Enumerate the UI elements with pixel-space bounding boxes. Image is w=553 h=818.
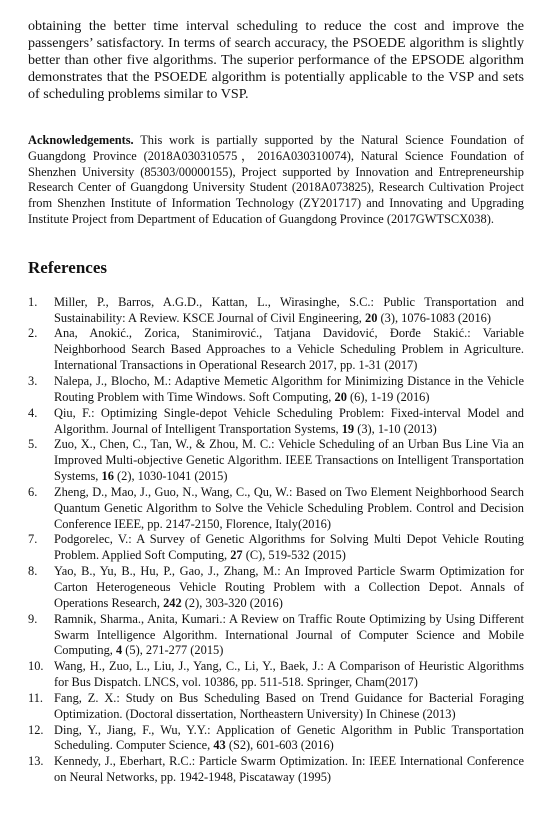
reference-main: Nalepa, J., Blocho, M.: Adaptive Memetic Algorithm for Minimizing Distance in the Vehicle Routing Problem with Time Windows. Soft Computing, [54, 374, 524, 404]
references-heading: References [28, 257, 107, 277]
reference-number: 13. [28, 754, 44, 769]
reference-pages: (6), 1-19 (2016) [346, 389, 430, 404]
acknowledgements-heading: Acknowledgements. [28, 133, 134, 147]
references-list [28, 295, 524, 786]
reference-volume: 20 [365, 310, 378, 325]
reference-item [28, 437, 524, 485]
reference-main: Zuo, X., Chen, C., Tan, W., & Zhou, M. C.: Vehicle Scheduling of an Urban Bus Line Via an Improved Multi-objective Genetic Algorithm. IEEE Transactions on Intelligent Transportation Systems, [54, 437, 524, 484]
reference-main: Ana, Anokić., Zorica, Stanimirović., Tatjana Davidović, Đorđe Stakić.: Variable Neighborhood Search Based Approaches to a Vehicle Scheduling Problem in Agriculture. International Transactions in Operational Research 2017, pp. 1-31 (2017) [54, 326, 524, 373]
reference-main: Yao, B., Yu, B., Hu, P., Gao, J., Zhang, M.: An Improved Particle Swarm Optimization for Carton Heterogeneous Vehicle Routing Problem with a Collection Depot. Annals of Operations Research, [54, 564, 524, 610]
reference-text [54, 612, 524, 660]
reference-number: 7. [28, 532, 38, 547]
reference-main: Qiu, F.: Optimizing Single-depot Vehicle Scheduling Problem: Fixed-interval Model and Algorithm. Journal of Intelligent Transportation Systems, [54, 405, 524, 436]
reference-number: 6. [28, 484, 38, 499]
reference-item [28, 754, 524, 786]
reference-text [54, 691, 524, 723]
reference-number: 2. [28, 326, 38, 341]
reference-text [54, 326, 524, 374]
reference-text [54, 754, 524, 786]
reference-item [28, 374, 524, 406]
reference-pages: (2), 1030-1041 (2015) [113, 469, 228, 484]
acknowledgements-text: This work is partially supported by the Natural Science Foundation of Guangdong Province (2018A030310575，2016A030310074), Natural Science Foundation of Shenzhen University (85303/00000155), Project supported by Innovation and Entrepreneurship Research Center of Guangdong University Student (2018A073825), Research Cultivation Project from Shenzhen Institute of Information Technology (ZY201717) and Innovating and Upgrading Institute Project from Department of Education of Guangdong Province (2017GWTSCX038). [28, 133, 524, 226]
reference-item [28, 295, 524, 327]
reference-main: Podgorelec, V.: A Survey of Genetic Algorithms for Solving Multi Depot Vehicle Routing Problem. Applied Soft Computing, [54, 532, 524, 563]
reference-main: Zheng, D., Mao, J., Guo, N., Wang, C., Qu, W.: Based on Two Element Neighborhood Search Quantum Genetic Algorithm to Solve the Vehicle Scheduling Problem. Control and Decision Conference IEEE, pp. 2147-2150, Florence, Italy(2016) [54, 484, 524, 531]
reference-main: Ding, Y., Jiang, F., Wu, Y.Y.: Application of Genetic Algorithm in Public Transportation Scheduling. Computer Science, [54, 722, 524, 753]
reference-volume: 43 [213, 738, 226, 753]
reference-text [54, 437, 524, 485]
reference-item [28, 326, 524, 374]
reference-item [28, 691, 524, 723]
reference-main: Kennedy, J., Eberhart, R.C.: Particle Swarm Optimization. In: IEEE International Conference on Neural Networks, pp. 1942-1948, Piscataway (1995) [54, 754, 524, 785]
reference-item [28, 659, 524, 691]
reference-text [54, 659, 524, 691]
reference-number: 10. [28, 659, 44, 674]
reference-item [28, 406, 524, 438]
reference-number: 12. [28, 722, 44, 737]
reference-item [28, 532, 524, 564]
reference-volume: 4 [115, 643, 123, 658]
reference-pages: (2), 303-320 (2016) [181, 595, 283, 610]
intro-paragraph: obtaining the better time interval scheduling to reduce the cost and improve the passengers’ satisfactory. In terms of search accuracy, the PSOEDE algorithm is slightly better than other five algorithms. The superior performance of the EPSODE algorithm demonstrates that the PSOEDE algorithm is potentially applicable to the VSP and sets of scheduling problems similar to VSP. [28, 18, 524, 102]
reference-pages: (C), 519-532 (2015) [242, 548, 346, 563]
reference-item [28, 612, 524, 660]
reference-text [54, 295, 524, 327]
reference-volume: 16 [101, 469, 114, 484]
reference-item [28, 723, 524, 755]
reference-number: 1. [28, 294, 38, 309]
reference-text [54, 564, 524, 612]
reference-number: 9. [28, 611, 38, 626]
reference-main: Fang, Z. X.: Study on Bus Scheduling Based on Trend Guidance for Bacterial Foraging Optimization. (Doctoral dissertation, Northeastern University) In Chinese (2013) [54, 690, 524, 721]
reference-pages: (3), 1076-1083 (2016) [377, 310, 491, 325]
reference-text [54, 723, 524, 755]
reference-number: 4. [28, 405, 38, 420]
reference-text [54, 485, 524, 533]
reference-pages: (S2), 601-603 (2016) [225, 738, 334, 753]
reference-pages: (3), 1-10 (2013) [354, 421, 437, 436]
reference-number: 5. [28, 437, 38, 452]
reference-main: Wang, H., Zuo, L., Liu, J., Yang, C., Li, Y., Baek, J.: A Comparison of Heuristic Algorithms for Bus Dispatch. LNCS, vol. 10386, pp. 511-518. Springer, Cham(2017) [54, 659, 524, 690]
reference-text [54, 374, 524, 406]
reference-main: Ramnik, Sharma., Anita, Kumari.: A Review on Traffic Route Optimizing by Using Different Swarm Intelligence Algorithm. International Journal of Computer Science and Mobile Computing, [54, 611, 524, 658]
reference-item [28, 564, 524, 612]
reference-pages: (5), 271-277 (2015) [122, 643, 224, 658]
reference-volume: 242 [163, 595, 182, 610]
acknowledgements-paragraph [28, 133, 524, 228]
reference-text [54, 532, 524, 564]
reference-item [28, 485, 524, 533]
reference-number: 11. [28, 690, 44, 705]
reference-text [54, 406, 524, 438]
reference-volume: 27 [230, 548, 243, 563]
reference-number: 8. [28, 564, 38, 579]
paper-page [28, 18, 524, 786]
reference-main: Miller, P., Barros, A.G.D., Kattan, L., Wirasinghe, S.C.: Public Transportation and Sustainability: A Review. KSCE Journal of Civil Engineering, [54, 294, 524, 325]
reference-volume: 20 [334, 389, 347, 404]
reference-volume: 19 [341, 421, 355, 436]
reference-number: 3. [28, 374, 38, 388]
